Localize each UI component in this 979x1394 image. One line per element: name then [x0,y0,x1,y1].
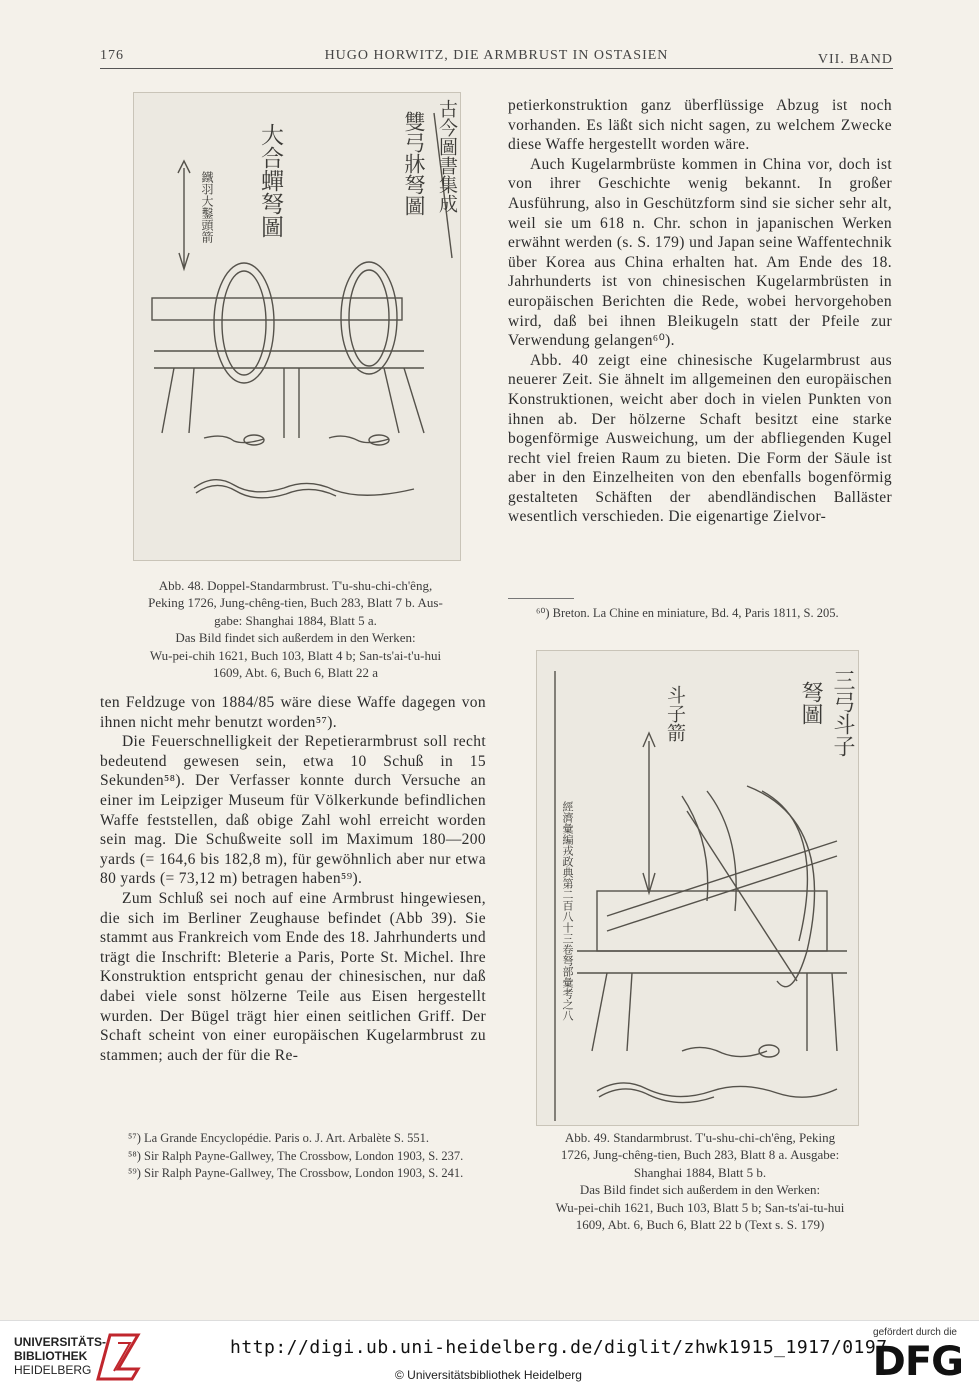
page-number: 176 [100,48,124,63]
fig49-side-text: 經濟彙編戎政典第二百八十三卷弩部彙考之八 [561,801,574,1021]
paragraph: Zum Schluß sei noch auf eine Armbrust hingewiesen, die sich im Berliner Zeughause befindet (Abb 39). Sie stammt aus Frankreich vom Ende des 18. Jahrhunderts und trägt die Inschrift: Bleterie a Paris, Porte St. Michel. Ihre Konstruktion entspricht genau der chinesischen, nur daß dabei viele sonst hölzerne Teile aus Eisen hergestellt wurden. Der Bügel trägt hier einen seitlichen Griff. Der Schaft scheint von einer europäischen Kugelarmbrust zu stammen; auch der für die Re- [100,889,486,1064]
paragraph: Die Feuerschnelligkeit der Repetierarmbrust soll recht bedeutend gewesen sein, etwa 10 Schuß in 15 Sekunden⁵⁸). Der Verfasser konnte durch Versuche an einer im Leipziger Museum für Völkerkunde befindlichen Waffe feststellen, daß obige Zahl wohl erreicht worden sein mag. Die Schußweite soll im Maximum 180—200 yards (= 164,6 bis 182,8 m), für gewöhnlich aber nur etwa 80 yards (= 73,12 m) betragen haben⁵⁹). [100,733,486,888]
running-header [100,46,893,69]
paragraph: ten Feldzuge von 1884/85 wäre diese Waffe dagegen von ihnen nicht mehr benutzt worden⁵⁷). [100,694,486,731]
permalink-url[interactable]: http://digi.ub.uni-heidelberg.de/diglit/zhwk1915_1917/0197 [230,1337,888,1358]
paragraph: petierkonstruktion ganz überflüssige Abzug ist noch vorhanden. Es läßt sich nicht sagen, zu welchem Zwecke diese Waffe hergestellt worden wäre. [508,97,892,154]
footnote-58: ⁵⁸) Sir Ralph Payne-Gallwey, The Crossbow, London 1903, S. 237. [128,1148,464,1163]
copyright-notice: © Universitätsbibliothek Heidelberg [395,1368,582,1382]
figure-48-caption: Abb. 48. Doppel-Standarmbrust. T'u-shu-chi-ch'êng, Peking 1726, Jung-chêng-tien, Buch 283, Blatt 7 b. Aus- gabe: Shanghai 1884, Blatt 5 a. Das Bild findet sich außerdem in den Werken: Wu-pei-chih 1621, Buch 103, Blatt 4 b; San-ts'ai-t'u-hui 1609, Abt. 6, Buch 6, Blatt 22 a [148,578,443,681]
footnote-57: ⁵⁷) La Grande Encyclopédie. Paris o. J. Art. Arbalète S. 551. [128,1131,430,1145]
library-name: UNIVERSITÄTS- BIBLIOTHEK HEIDELBERG [14,1335,107,1377]
fig48-source-title: 古今圖書集成 [436,99,458,213]
fig49-title: 三弓斗子 [830,669,855,757]
figure-48-illustration [133,92,461,561]
running-title: HUGO HORWITZ, DIE ARMBRUST IN OSTASIEN [324,48,669,63]
right-footnotes [508,605,892,623]
fig48-arrow-label: 鐵羽大鑿頭箭 [200,171,214,243]
fig48-label-left: 大合蟬弩圖 [257,123,283,238]
fig49-label-mid: 弩圖 [798,681,823,725]
paragraph: Abb. 40 zeigt eine chinesische Kugelarmbrust aus neuerer Zeit. Sie ähnelt im allgemeinen den europäischen Konstruktionen, weicht aber doch in vielen Punkten von ihnen ab. Der hölzerne Schaft besitzt eine starke bogenförmige Ausweichung, um der abfliegenden Kugel recht viel freien Raum zu bieten. Die Form der Säule ist aber in den Einzelheiten von den ebenfalls bogenförmig gestalteten Schäften der abendländischen Balläster wesentlich verschieden. Die eigenartige Zielvor- [508,351,892,526]
dfg-logo: DFG [872,1339,963,1385]
funded-by-label: gefördert durch die [873,1327,957,1338]
footnote-60: ⁶⁰) Breton. La Chine en miniature, Bd. 4, Paris 1811, S. 205. [536,606,839,620]
right-column-text [508,96,892,527]
fig48-label-mid: 雙弓牀弩圖 [402,111,426,216]
paragraph: Auch Kugelarmbrüste kommen in China vor, doch ist von ihrer Geschichte wenig bekannt. In großer Ausführung, also in Geschützform sind sie sicher sehr alt, weil sie um 618 n. Chr. schon in japanischen Werken erwähnt werden (s. S. 179) und Japan seine Waffentechnik über Korea aus China erhalten hat. Am Ende des 18. Jahrhunderts ist von chinesischen Kugelarmbrüsten in europäischen Berichten die Rede, wobei hervorgehoben wird, daß bei ihnen Bleikugeln statt der Pfeile zur Verwendung gelangen⁶⁰). [508,155,892,350]
fig49-label-left: 斗子箭 [664,685,686,742]
left-footnotes [100,1130,486,1183]
figure-49-illustration [536,650,859,1126]
left-column-text [100,693,486,1065]
digitization-footer [0,1320,979,1394]
footnote-59: ⁵⁹) Sir Ralph Payne-Gallwey, The Crossbow, London 1903, S. 241. [128,1166,464,1181]
figure-49-caption: Abb. 49. Standarmbrust. T'u-shu-chi-ch'êng, Peking 1726, Jung-chêng-tien, Buch 283, Blatt 8 a. Ausgabe: Shanghai 1884, Blatt 5 b. Das Bild findet sich außerdem in den Werken: Wu-pei-chih 1621, Buch 103, Blatt 5 b; San-ts'ai-tu-hui 1609, Abt. 6, Buch 6, Blatt 22 b (Text s. S. 179) [555,1130,845,1233]
footnote-rule [508,598,574,599]
volume-label: VII. BAND [817,52,893,67]
